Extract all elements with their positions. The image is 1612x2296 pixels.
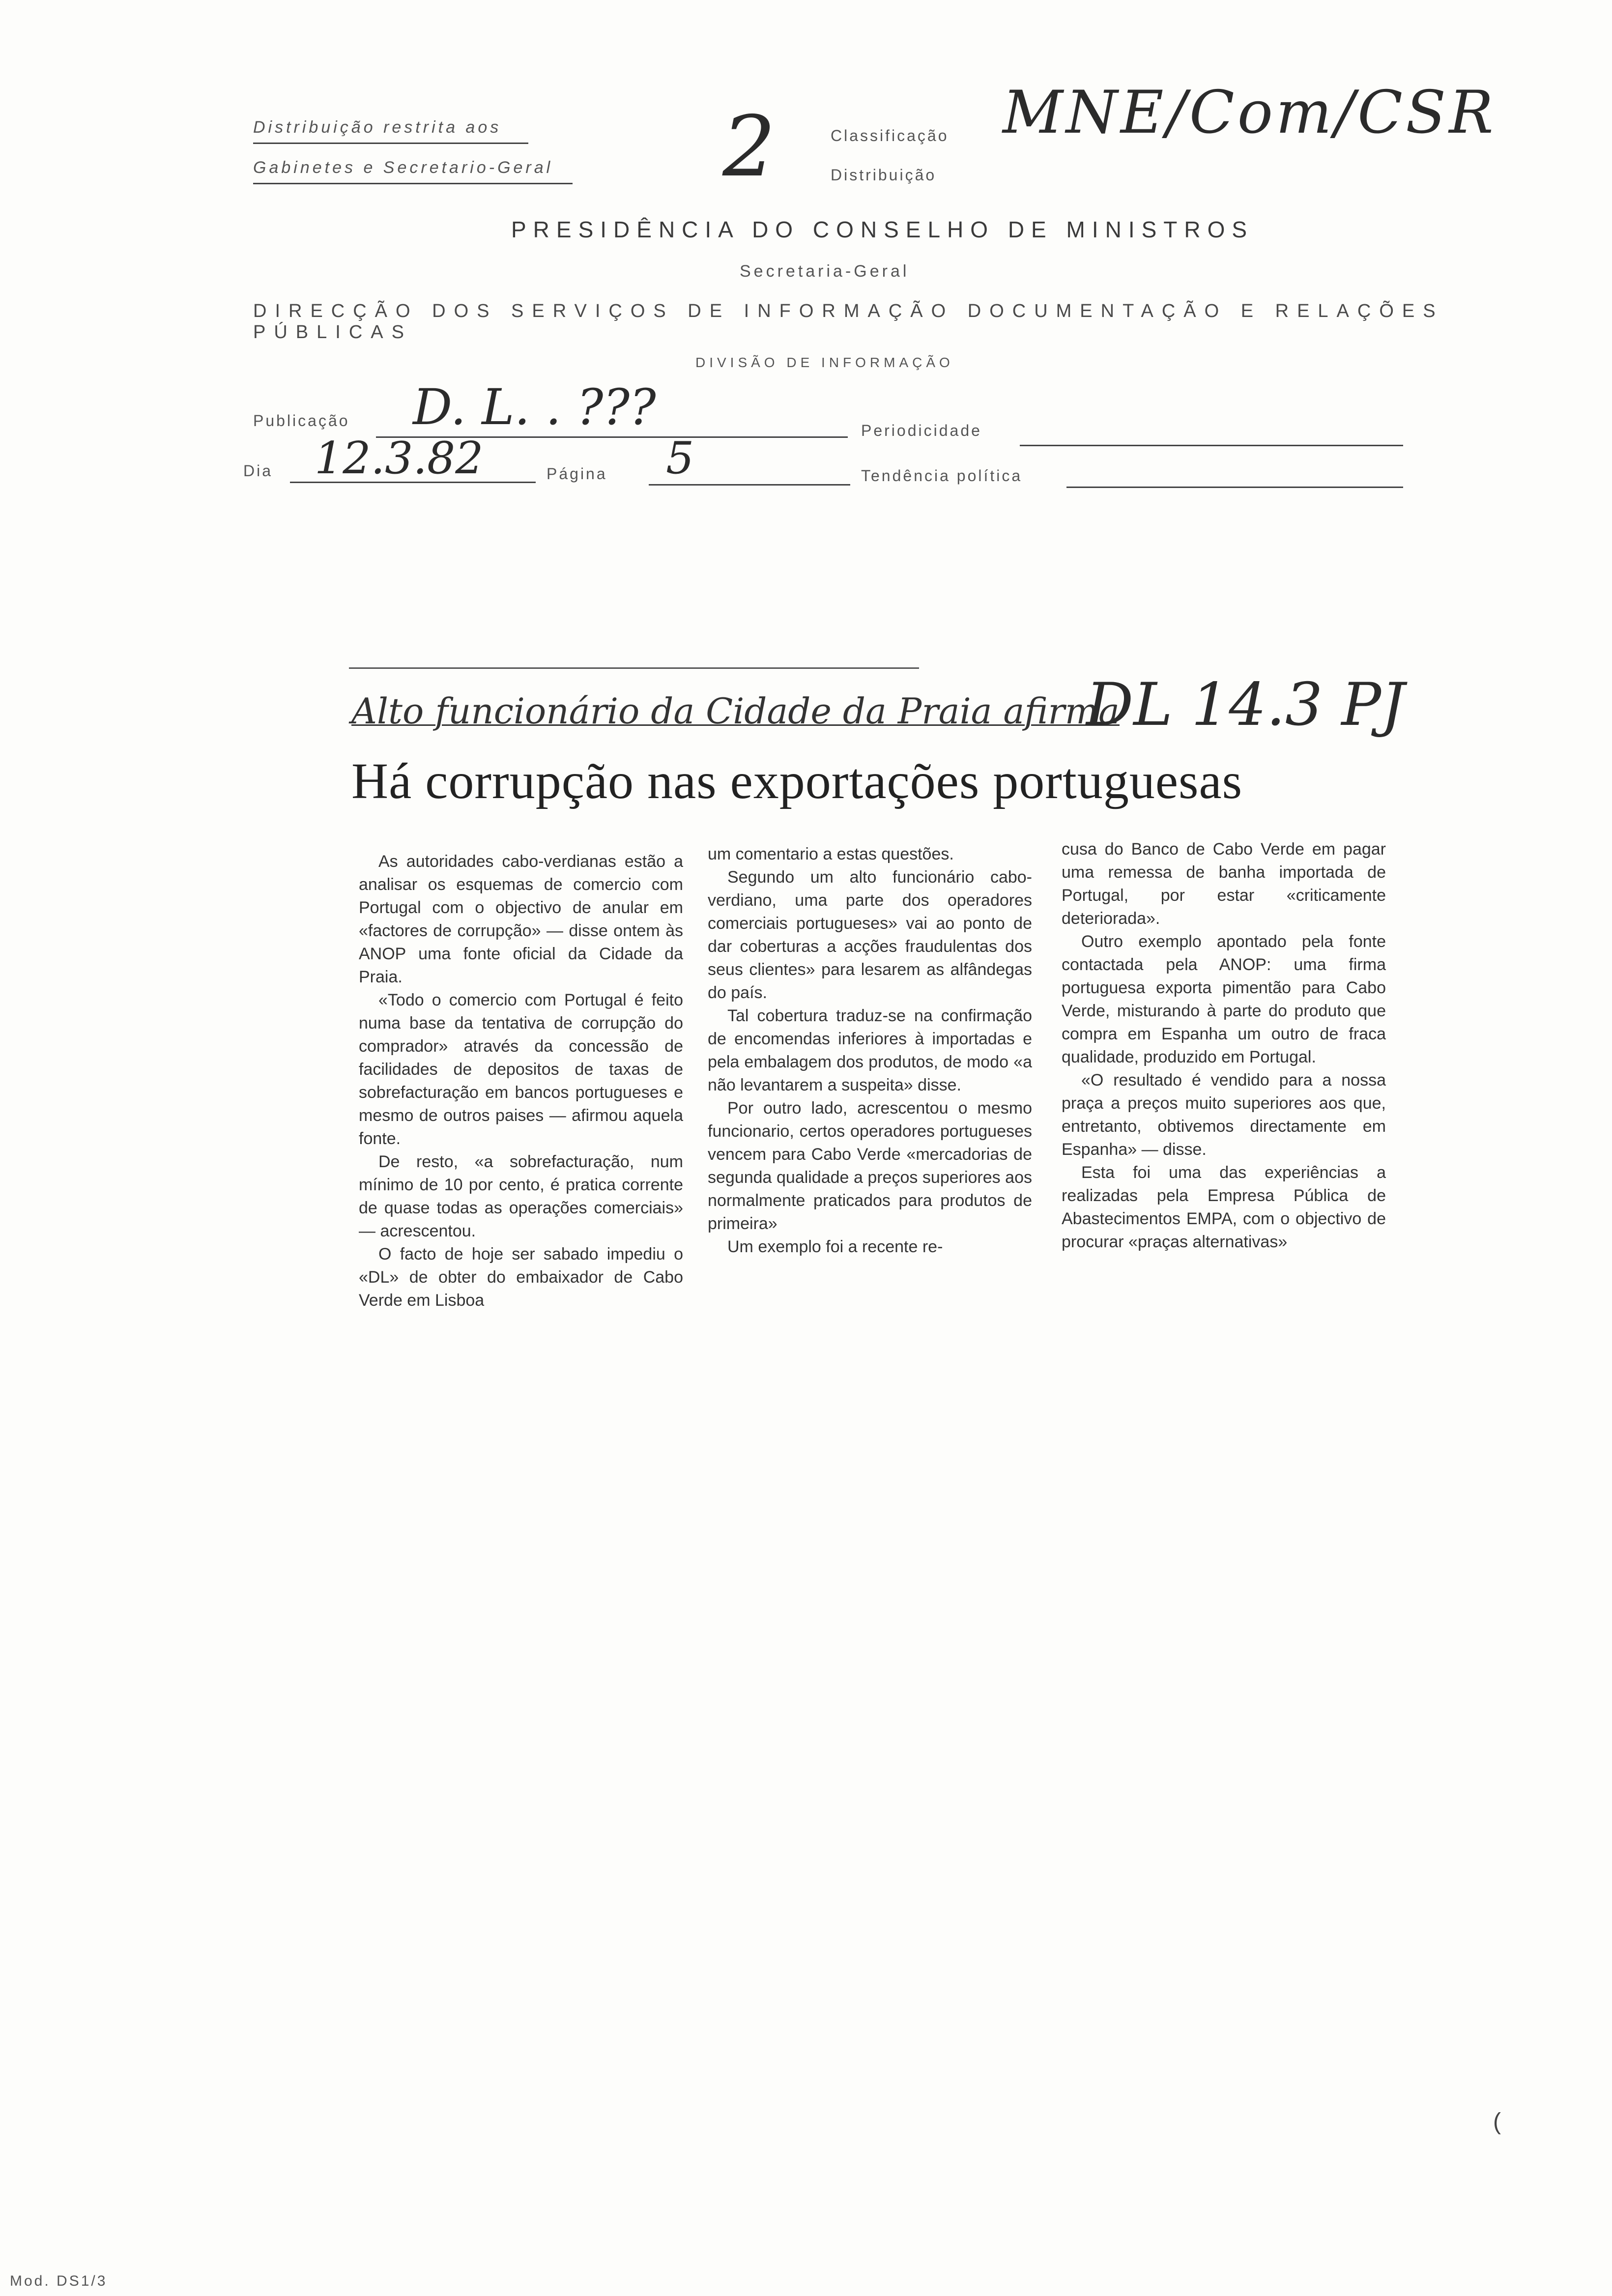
col2-paragraph: um comentario a estas questões. (708, 845, 954, 863)
periodicity-label: Periodicidade (861, 422, 982, 439)
directorate: DIRECÇÃO DOS SERVIÇOS DE INFORMAÇÃO DOCUMENTAÇÃO E RELAÇÕES PÚBLICAS (253, 301, 1444, 343)
form-code: Mod. DS1/3 (10, 2273, 108, 2289)
distribution-note-line2: Gabinetes e Secretario-Geral (253, 158, 553, 177)
secretariat: Secretaria-Geral (740, 262, 910, 281)
col1-paragraph: O facto de hoje ser sabado impediu o «DL» de obter do embaixador de Cabo Verde em Lisboa (359, 1245, 683, 1310)
col1-paragraph: As autoridades cabo-verdianas estão a analisar os esquemas de comercio com Portugal com o objectivo de anular em «factores de corrupção» — disse ontem às ANOP uma fonte oficial da Cidade da Praia. (359, 852, 683, 986)
page-value: 5 (666, 432, 694, 484)
handwritten-number: 2 (722, 98, 776, 196)
publication-value: D. L. . ??? (413, 378, 656, 436)
col1-paragraph: «Todo o comercio com Portugal é feito numa base da tentativa de corrupção do comprador» através da concessão de facilidades de depositos de taxas de sobrefacturação em bancos portugueses e mesmo de outros paises — afirmou aquela fonte. (359, 991, 683, 1148)
handwritten-reference: MNE/Com/CSR (1003, 79, 1497, 147)
division: DIVISÃO DE INFORMAÇÃO (695, 355, 954, 370)
publication-label: Publicação (253, 412, 350, 430)
day-label: Dia (243, 462, 273, 480)
col3-paragraph: «O resultado é vendido para a nossa praça a preços muito superiores aos que, entretanto, obtivemos directamente em Espanha» — disse. (1062, 1071, 1386, 1159)
margin-mark: ( (1493, 2109, 1501, 2135)
article-column-3 (1062, 838, 1386, 1254)
article-column-1 (359, 850, 683, 1312)
presidency-title: PRESIDÊNCIA DO CONSELHO DE MINISTROS (511, 217, 1254, 242)
periodicity-field-line (1020, 445, 1403, 446)
distribution-underline-2 (253, 183, 573, 184)
day-value: 12.3.82 (315, 432, 484, 484)
day-field-line (290, 482, 536, 483)
col3-paragraph: Esta foi uma das experiências a realizadas pela Empresa Pública de Abastecimentos EMPA, com o objectivo de procurar «praças alternativas» (1062, 1163, 1386, 1251)
distribution-label: Distribuição (831, 166, 937, 184)
classification-label: Classificação (831, 127, 949, 144)
article-kicker: Alto funcionário da Cidade da Praia afirma (351, 690, 1120, 732)
col2-paragraph: Por outro lado, acrescentou o mesmo funcionario, certos operadores portugueses vencem para Cabo Verde «mercadorias de segunda qualidade a preços superiores aos normalmente praticados para produtos de primeira» (708, 1099, 1032, 1233)
clipping-top-rule (349, 667, 919, 669)
article-headline: Há corrupção nas exportações portuguesas (351, 753, 1243, 809)
page-label: Página (547, 465, 607, 483)
col2-paragraph: Um exemplo foi a recente re- (727, 1237, 943, 1256)
distribution-underline-1 (253, 143, 528, 144)
col2-paragraph: Segundo um alto funcionário cabo-verdiano, uma parte dos operadores comerciais portugueses» vai ao ponto de dar coberturas a acções fraudulentas dos seus clientes» para lesarem as alfândegas do país. (708, 868, 1032, 1002)
article-handwritten-note: DL 14.3 PJ (1086, 671, 1405, 739)
distribution-note-line1: Distribuição restrita aos (253, 118, 502, 137)
col1-paragraph: De resto, «a sobrefacturação, num mínimo de 10 por cento, é pratica corrente de quase todas as operações comerciais» — acrescentou. (359, 1152, 683, 1240)
article-column-2 (708, 843, 1032, 1259)
col3-paragraph: Outro exemplo apontado pela fonte contactada pela ANOP: uma firma portuguesa exporta pimentão para Cabo Verde, misturando à parte do produto que compra em Espanha um outro de fraca qualidade, produzido em Portugal. (1062, 932, 1386, 1066)
political-tendency-label: Tendência política (861, 467, 1023, 485)
col3-paragraph: cusa do Banco de Cabo Verde em pagar uma remessa de banha importada de Portugal, por estar «criticamente deteriorada». (1062, 840, 1386, 928)
col2-paragraph: Tal cobertura traduz-se na confirmação de encomendas inferiores à importadas e pela embalagem dos produtos, de modo «a não levantarem a suspeita» disse. (708, 1006, 1032, 1094)
page-field-line (649, 484, 850, 486)
political-tendency-field-line (1066, 487, 1403, 488)
